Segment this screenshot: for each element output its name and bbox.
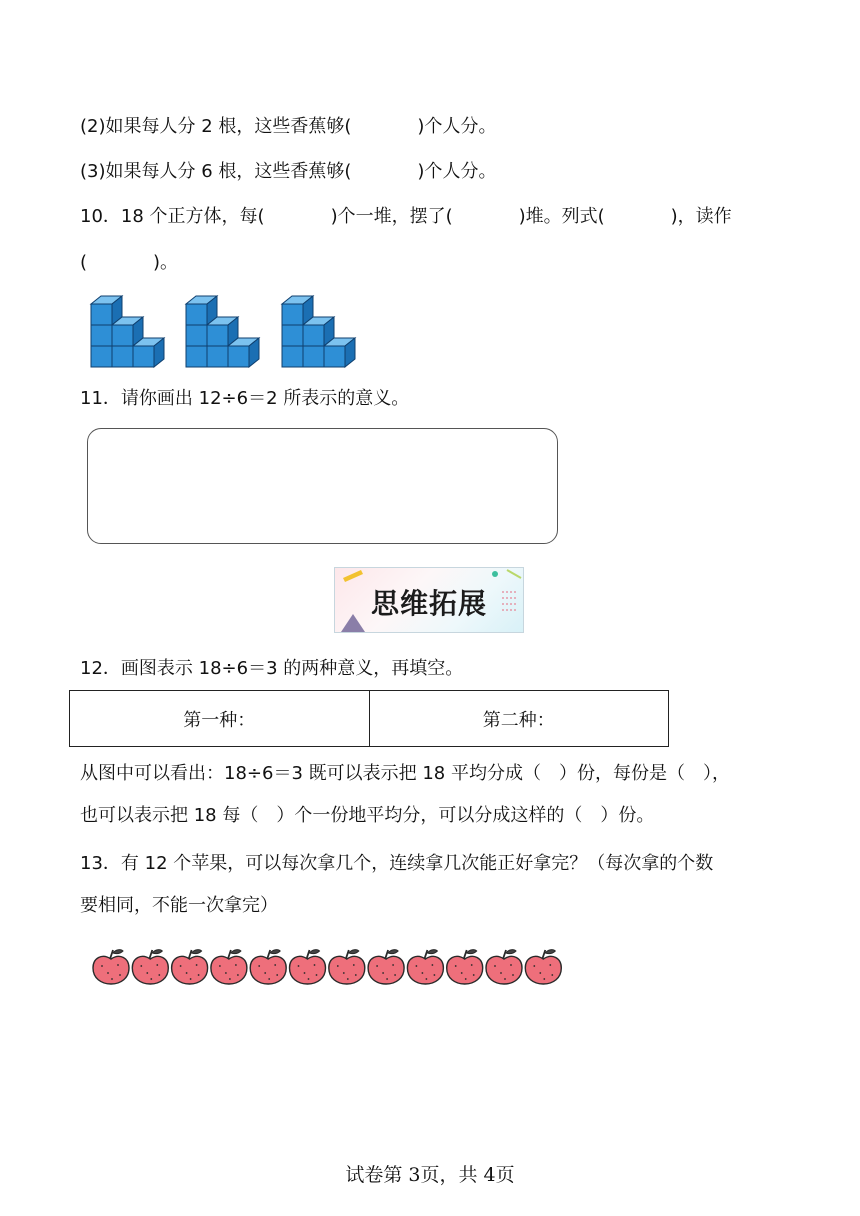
q9-part3: [80, 160, 496, 184]
apple-icon: [525, 950, 561, 984]
q9-part2: [80, 115, 496, 139]
q9-part2-text-end: )个人分。: [417, 116, 497, 137]
page-footer: 试卷第 3页，共 4页: [345, 1164, 515, 1186]
apple-icon: [368, 950, 404, 984]
thinking-expansion-banner: [334, 567, 524, 633]
q9-part3-text: (3)如果每人分 6 根，这些香蕉够(: [80, 161, 352, 182]
apple-icon: [290, 950, 326, 984]
q12-fill-line1: 从图中可以看出：18÷6＝3 既可以表示把 18 平均分成（ ）份，每份是（ ），: [80, 763, 730, 784]
q12-text: 12．画图表示 18÷6＝3 的两种意义，再填空。: [80, 658, 464, 679]
apple-row: [92, 946, 563, 990]
q10-text-d: )，读作: [670, 206, 732, 227]
table-cell-first[interactable]: [70, 691, 369, 746]
q10-text-c: )堆。列式(: [518, 206, 605, 227]
apple-icon: [329, 950, 365, 984]
apple-icon: [407, 950, 443, 984]
banner-title: 思维拓展: [370, 587, 487, 620]
q10-text-b: )个一堆，摆了(: [330, 206, 453, 227]
apple-icon: [447, 950, 483, 984]
q9-part2-text: (2)如果每人分 2 根，这些香蕉够(: [80, 116, 352, 137]
cube-stack: [279, 294, 361, 370]
cube-stack: [183, 294, 265, 370]
q10-text-e: (: [80, 252, 88, 273]
q10-text-a: 10．18 个正方体，每(: [80, 206, 265, 227]
q10-text-f: )。: [153, 252, 179, 273]
table-cell-label: 第一种：: [183, 709, 256, 731]
apples-graphic: [92, 946, 563, 986]
table-cell-label: 第二种：: [482, 709, 555, 731]
q13-line1: 13．有 12 个苹果，可以每次拿几个，连续拿几次能正好拿完？（每次拿的个数: [80, 853, 714, 874]
apple-icon: [172, 950, 208, 984]
cube-stack: [88, 294, 170, 370]
q10-line2: [80, 251, 178, 275]
q9-part3-text-end: )个人分。: [417, 161, 497, 182]
q13-line2: 要相同，不能一次拿完）: [80, 895, 278, 916]
drawing-table: [69, 690, 669, 747]
q10-line1: [80, 205, 732, 229]
apple-icon: [250, 950, 286, 984]
q11-text: 11．请你画出 12÷6＝2 所表示的意义。: [80, 388, 410, 409]
q12-fill-line2: 也可以表示把 18 每（ ）个一份地平均分，可以分成这样的（ ）份。: [80, 805, 655, 826]
apple-icon: [132, 950, 168, 984]
table-cell-second[interactable]: [369, 691, 669, 746]
drawing-area[interactable]: [87, 428, 558, 544]
apple-icon: [211, 950, 247, 984]
apple-icon: [486, 950, 522, 984]
apple-icon: [93, 950, 129, 984]
